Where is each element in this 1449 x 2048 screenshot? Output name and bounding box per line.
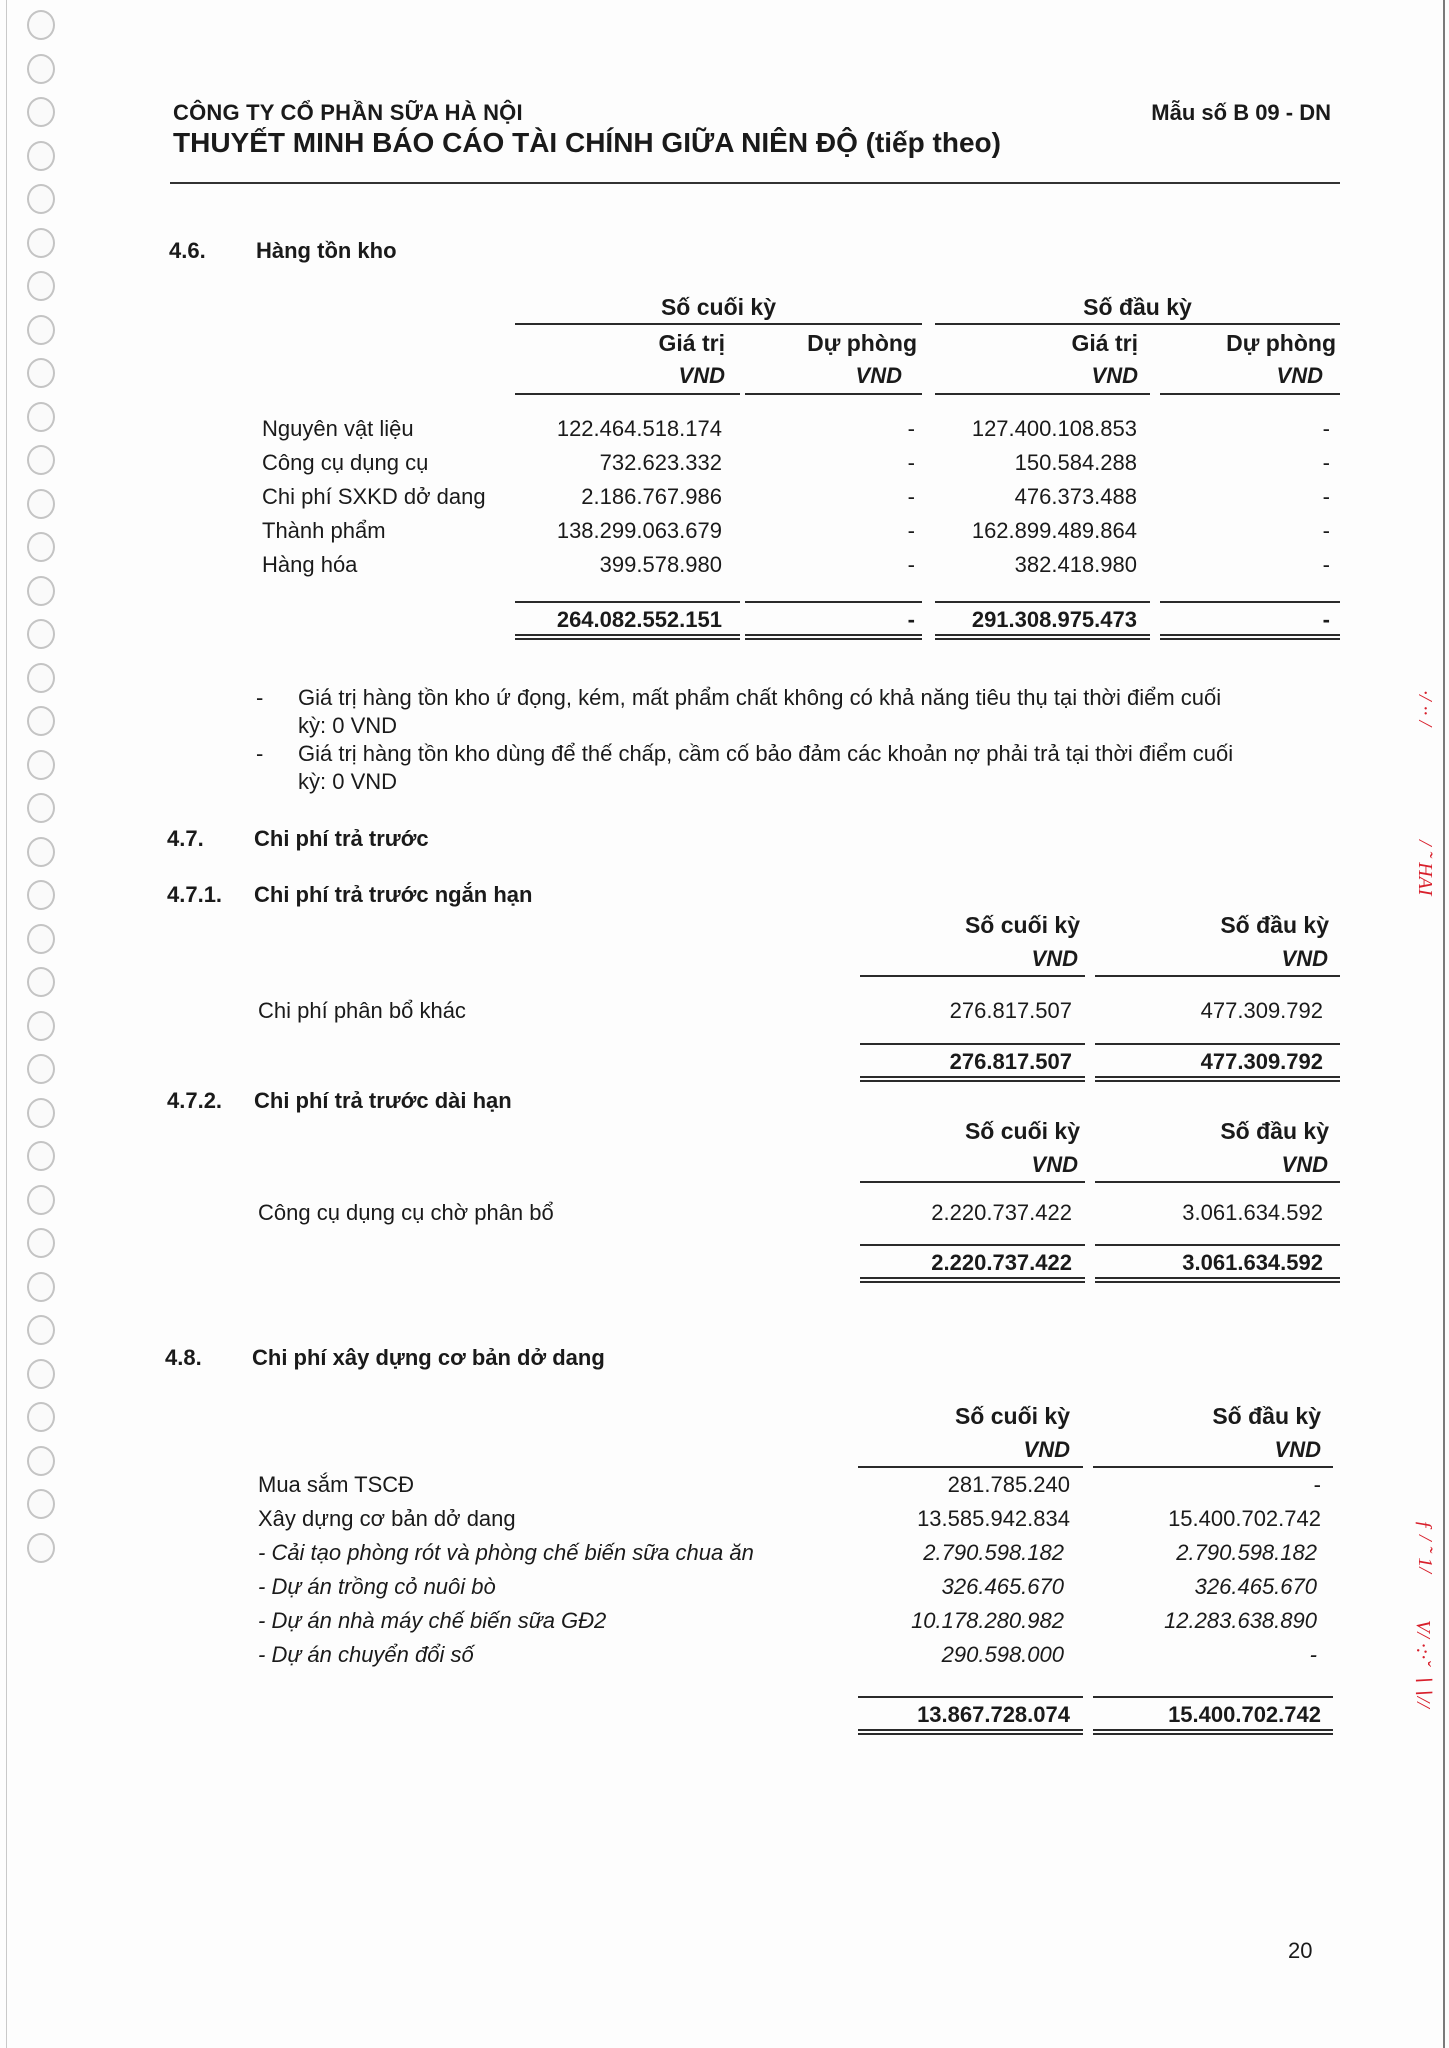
- row-label: Chi phí SXKD dở dang: [262, 484, 486, 509]
- note-text: [298, 740, 1343, 796]
- note-line: kỳ: 0 VND: [298, 713, 398, 738]
- binding-hole: [27, 967, 55, 997]
- total-end: 276.817.507: [949, 1049, 1072, 1074]
- double-underline: [1095, 1076, 1340, 1082]
- row-label: Chi phí phân bổ khác: [258, 998, 466, 1023]
- red-seal-mark: / ˜ HAI: [1414, 840, 1436, 896]
- begin-provision: -: [1322, 484, 1330, 509]
- binding-hole: [27, 793, 55, 823]
- note-line: kỳ: 0 VND: [298, 769, 398, 794]
- total-begin: 15.400.702.742: [1168, 1702, 1321, 1727]
- unit-label: VND: [1281, 946, 1328, 971]
- red-seal-mark: ·/ ·· /: [1414, 690, 1436, 727]
- divider: [935, 601, 1150, 603]
- end-value: 399.578.980: [599, 552, 722, 577]
- divider: [1093, 1696, 1333, 1698]
- double-underline: [860, 1076, 1085, 1082]
- row-label: - Dự án trồng cỏ nuôi bò: [258, 1574, 496, 1599]
- section-title: Chi phí xây dựng cơ bản dở dang: [252, 1345, 605, 1370]
- value-end: 13.585.942.834: [917, 1506, 1070, 1531]
- row-label: Mua sắm TSCĐ: [258, 1472, 415, 1497]
- binding-hole: [27, 880, 55, 910]
- column-header-value: Giá trị: [1071, 330, 1138, 356]
- value-end: 290.598.000: [941, 1642, 1064, 1667]
- header-divider: [170, 182, 1340, 184]
- end-provision: -: [907, 552, 915, 577]
- total-begin-provision: -: [1322, 607, 1330, 632]
- value-end: 2.790.598.182: [923, 1540, 1064, 1565]
- end-value: 2.186.767.986: [581, 484, 722, 509]
- total-begin-value: 291.308.975.473: [971, 607, 1137, 632]
- section-number: 4.7.: [167, 826, 204, 851]
- binding-hole: [27, 750, 55, 780]
- double-underline: [858, 1729, 1083, 1735]
- divider: [1093, 1466, 1333, 1468]
- binding-hole: [27, 1315, 55, 1345]
- binding-hole: [27, 924, 55, 954]
- column-header-provision: Dự phòng: [807, 330, 917, 356]
- value-begin: 3.061.634.592: [1182, 1200, 1323, 1225]
- column-header-provision: Dự phòng: [1226, 330, 1336, 356]
- divider: [1095, 975, 1340, 977]
- binding-hole: [27, 619, 55, 649]
- begin-provision: -: [1322, 450, 1330, 475]
- note-dash: -: [256, 741, 264, 766]
- column-header-value: Giá trị: [658, 330, 725, 356]
- divider: [745, 601, 922, 603]
- binding-hole: [27, 1141, 55, 1171]
- divider: [1095, 1181, 1340, 1183]
- binding-hole: [27, 489, 55, 519]
- binding-hole: [27, 141, 55, 171]
- total-end: 13.867.728.074: [917, 1702, 1070, 1727]
- divider: [1095, 1043, 1340, 1045]
- double-underline: [1160, 634, 1340, 640]
- begin-provision: -: [1322, 416, 1330, 441]
- note-line: Giá trị hàng tồn kho ứ đọng, kém, mất phẩm chất không có khả năng tiêu thụ tại thời điểm cuối: [298, 685, 1222, 710]
- value-end: 276.817.507: [949, 998, 1072, 1023]
- unit-label: VND: [1031, 946, 1078, 971]
- binding-hole: [27, 97, 55, 127]
- column-header-end: Số cuối kỳ: [964, 912, 1080, 938]
- divider: [515, 601, 740, 603]
- column-group-end-period: Số cuối kỳ: [660, 294, 777, 320]
- note-dash: -: [256, 685, 264, 710]
- double-underline: [745, 634, 922, 640]
- company-name: CÔNG TY CỔ PHẦN SỮA HÀ NỘI: [173, 100, 523, 125]
- divider: [858, 1466, 1083, 1468]
- divider: [515, 323, 922, 325]
- value-end: 10.178.280.982: [911, 1608, 1064, 1633]
- divider: [858, 1696, 1083, 1698]
- binding-hole: [27, 358, 55, 388]
- column-header-begin: Số đầu kỳ: [1220, 912, 1329, 938]
- section-title: Hàng tồn kho: [256, 238, 397, 263]
- binding-hole: [27, 1272, 55, 1302]
- unit-label: VND: [678, 363, 725, 388]
- value-end: 2.220.737.422: [931, 1200, 1072, 1225]
- double-underline: [860, 1277, 1085, 1283]
- end-provision: -: [907, 450, 915, 475]
- total-end-value: 264.082.552.151: [556, 607, 722, 632]
- binding-hole: [27, 1533, 55, 1563]
- begin-provision: -: [1322, 518, 1330, 543]
- value-begin: 326.465.670: [1194, 1574, 1317, 1599]
- total-begin: 3.061.634.592: [1182, 1250, 1323, 1275]
- binding-hole: [27, 445, 55, 475]
- binding-hole: [27, 402, 55, 432]
- begin-provision: -: [1322, 552, 1330, 577]
- section-title: Chi phí trả trước ngắn hạn: [254, 882, 533, 907]
- binding-hole: [27, 1359, 55, 1389]
- divider: [515, 393, 740, 395]
- value-begin: -: [1309, 1642, 1317, 1667]
- total-begin: 477.309.792: [1200, 1049, 1323, 1074]
- value-begin: -: [1313, 1472, 1321, 1497]
- binding-hole: [27, 706, 55, 736]
- unit-label: VND: [1091, 363, 1138, 388]
- value-begin: 15.400.702.742: [1168, 1506, 1321, 1531]
- divider: [1160, 601, 1340, 603]
- section-number: 4.7.1.: [167, 882, 223, 907]
- value-begin: 2.790.598.182: [1176, 1540, 1317, 1565]
- divider: [935, 323, 1340, 325]
- begin-value: 382.418.980: [1014, 552, 1137, 577]
- column-header-begin: Số đầu kỳ: [1212, 1403, 1321, 1429]
- end-provision: -: [907, 416, 915, 441]
- section-number: 4.7.2.: [167, 1088, 223, 1113]
- unit-label: VND: [1281, 1152, 1328, 1177]
- column-group-begin-period: Số đầu kỳ: [1083, 294, 1192, 320]
- binding-hole: [27, 1228, 55, 1258]
- divider: [1160, 393, 1340, 395]
- section-title: Chi phí trả trước: [254, 826, 429, 851]
- row-label: Nguyên vật liệu: [262, 416, 414, 441]
- divider: [860, 1181, 1085, 1183]
- binding-hole: [27, 1402, 55, 1432]
- value-begin: 12.283.638.890: [1164, 1608, 1317, 1633]
- binding-hole: [27, 1185, 55, 1215]
- binding-edge: [6, 0, 7, 2048]
- double-underline: [515, 634, 740, 640]
- binding-hole: [27, 1098, 55, 1128]
- row-label: Xây dựng cơ bản dở dang: [258, 1506, 516, 1531]
- page-number: 20: [1288, 1938, 1313, 1963]
- section-title: Chi phí trả trước dài hạn: [254, 1088, 512, 1113]
- unit-label: VND: [855, 363, 902, 388]
- column-header-end: Số cuối kỳ: [964, 1118, 1080, 1144]
- begin-value: 127.400.108.853: [971, 416, 1137, 441]
- binding-hole: [27, 1446, 55, 1476]
- section-number: 4.8.: [165, 1345, 202, 1370]
- divider: [1095, 1244, 1340, 1246]
- binding-hole: [27, 663, 55, 693]
- row-label: Thành phẩm: [262, 518, 386, 543]
- binding-hole: [27, 184, 55, 214]
- row-label: - Dự án chuyển đổi số: [258, 1642, 474, 1667]
- binding-hole: [27, 54, 55, 84]
- binding-hole: [27, 1011, 55, 1041]
- end-value: 732.623.332: [599, 450, 722, 475]
- binding-hole: [27, 228, 55, 258]
- binding-hole: [27, 1489, 55, 1519]
- divider: [860, 975, 1085, 977]
- row-label: Hàng hóa: [262, 552, 358, 577]
- column-header-begin: Số đầu kỳ: [1220, 1118, 1329, 1144]
- begin-value: 476.373.488: [1014, 484, 1137, 509]
- binding-hole: [27, 315, 55, 345]
- value-end: 281.785.240: [947, 1472, 1070, 1497]
- unit-label: VND: [1274, 1437, 1321, 1462]
- form-number: Mẫu số B 09 - DN: [1151, 100, 1331, 125]
- document-title: THUYẾT MINH BÁO CÁO TÀI CHÍNH GIỮA NIÊN ĐỘ (tiếp theo): [173, 127, 1001, 158]
- column-header-end: Số cuối kỳ: [954, 1403, 1070, 1429]
- end-value: 138.299.063.679: [556, 518, 722, 543]
- value-begin: 477.309.792: [1200, 998, 1323, 1023]
- binding-hole: [27, 532, 55, 562]
- red-seal-mark: V/ ·:·ˇ ∖∖//: [1412, 1620, 1434, 1708]
- unit-label: VND: [1031, 1152, 1078, 1177]
- double-underline: [1095, 1277, 1340, 1283]
- binding-hole: [27, 10, 55, 40]
- unit-label: VND: [1276, 363, 1323, 388]
- row-label: - Cải tạo phòng rót và phòng chế biến sữa chua ăn: [258, 1540, 754, 1565]
- binding-hole: [27, 1054, 55, 1084]
- row-label: - Dự án nhà máy chế biến sữa GĐ2: [258, 1608, 607, 1633]
- end-provision: -: [907, 518, 915, 543]
- end-provision: -: [907, 484, 915, 509]
- binding-hole: [27, 271, 55, 301]
- begin-value: 150.584.288: [1014, 450, 1137, 475]
- binding-hole: [27, 837, 55, 867]
- section-number: 4.6.: [169, 238, 206, 263]
- row-label: Công cụ dụng cụ chờ phân bổ: [258, 1200, 554, 1225]
- begin-value: 162.899.489.864: [971, 518, 1137, 543]
- end-value: 122.464.518.174: [556, 416, 722, 441]
- total-end-provision: -: [907, 607, 915, 632]
- divider: [860, 1244, 1085, 1246]
- divider: [935, 393, 1150, 395]
- page-edge: [1443, 0, 1445, 2048]
- double-underline: [1093, 1729, 1333, 1735]
- divider: [745, 393, 922, 395]
- binding-hole: [27, 576, 55, 606]
- note-text: [298, 684, 1343, 740]
- total-end: 2.220.737.422: [931, 1250, 1072, 1275]
- value-end: 326.465.670: [941, 1574, 1064, 1599]
- divider: [860, 1043, 1085, 1045]
- red-seal-mark: ƒ / ˜ 1/: [1414, 1520, 1436, 1573]
- unit-label: VND: [1023, 1437, 1070, 1462]
- double-underline: [935, 634, 1150, 640]
- row-label: Công cụ dụng cụ: [262, 450, 429, 475]
- note-line: Giá trị hàng tồn kho dùng để thế chấp, cầm cố bảo đảm các khoản nợ phải trả tại thời điểm cuối: [298, 741, 1234, 766]
